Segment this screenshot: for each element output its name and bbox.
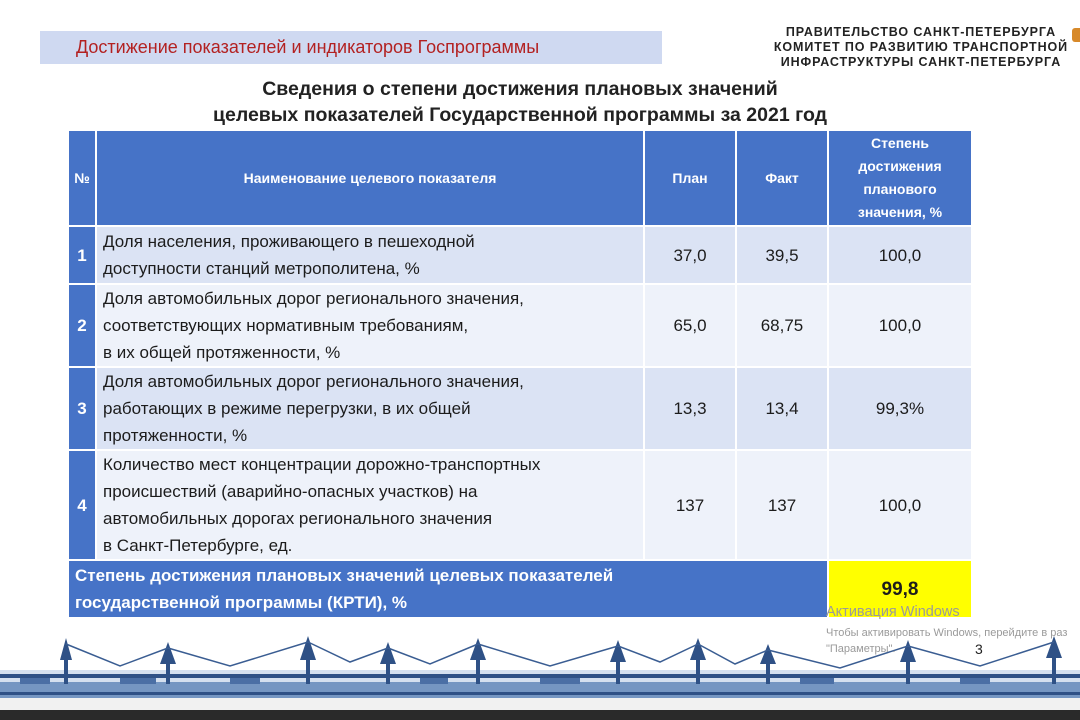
header-num: № <box>68 130 96 226</box>
header-degree-line: значения, % <box>857 204 943 220</box>
page-title <box>0 76 1040 128</box>
plan-value: 37,0 <box>644 226 736 284</box>
row-number: 4 <box>68 450 96 560</box>
indicator-name-line: происшествий (аварийно-опасных участков) на <box>103 482 478 501</box>
logo-fragment-icon <box>1072 28 1080 42</box>
table-header-row <box>68 130 972 226</box>
degree-value: 100,0 <box>828 226 972 284</box>
indicator-name <box>96 367 644 450</box>
org-line-1: ПРАВИТЕЛЬСТВО САНКТ-ПЕТЕРБУРГА <box>785 25 1057 39</box>
plan-value: 137 <box>644 450 736 560</box>
degree-value: 100,0 <box>828 284 972 367</box>
watermark-title: Активация Windows <box>826 604 960 620</box>
header-degree-line: Степень <box>870 135 930 151</box>
indicator-name-line: в их общей протяженности, % <box>103 343 341 362</box>
title-line-1: Сведения о степени достижения плановых значений <box>262 78 778 100</box>
windows-activation-watermark <box>826 603 1067 657</box>
indicator-name <box>96 226 644 284</box>
row-number: 3 <box>68 367 96 450</box>
title-line-2: целевых показателей Государственной программы за 2021 год <box>212 104 827 126</box>
fact-value: 68,75 <box>736 284 828 367</box>
row-number: 2 <box>68 284 96 367</box>
header-fact: Факт <box>736 130 828 226</box>
section-banner <box>40 31 662 64</box>
org-line-3: ИНФРАСТРУКТУРЫ САНКТ-ПЕТЕРБУРГА <box>780 55 1062 69</box>
page-number: 3 <box>975 641 983 657</box>
total-value: 99,8 <box>828 560 972 618</box>
fact-value: 13,4 <box>736 367 828 450</box>
header-degree-line: планового <box>863 181 937 197</box>
plan-value: 65,0 <box>644 284 736 367</box>
indicator-name-line: протяженности, % <box>103 426 248 445</box>
header-degree-line: достижения <box>858 158 942 174</box>
table-row <box>68 226 972 284</box>
header-degree <box>828 130 972 226</box>
section-title: Достижение показателей и индикаторов Госпрограммы <box>76 37 540 57</box>
org-line-2: КОМИТЕТ ПО РАЗВИТИЮ ТРАНСПОРТНОЙ <box>773 40 1068 54</box>
header-name: Наименование целевого показателя <box>96 130 644 226</box>
fact-value: 39,5 <box>736 226 828 284</box>
indicator-name <box>96 450 644 560</box>
indicator-name <box>96 284 644 367</box>
total-label-line: Степень достижения плановых значений целевых показателей <box>75 566 614 585</box>
table-row <box>68 450 972 560</box>
degree-value: 99,3% <box>828 367 972 450</box>
indicator-name-line: Количество мест концентрации дорожно-транспортных <box>103 455 541 474</box>
fact-value: 137 <box>736 450 828 560</box>
table-row <box>68 284 972 367</box>
row-number: 1 <box>68 226 96 284</box>
indicator-name-line: Доля автомобильных дорог регионального значения, <box>103 289 524 308</box>
indicator-name-line: работающих в режиме перегрузки, в их общей <box>103 399 471 418</box>
indicator-name-line: в Санкт-Петербурге, ед. <box>103 536 293 555</box>
watermark-text: Чтобы активировать Windows, перейдите в раз <box>826 627 1068 639</box>
total-label-line: государственной программы (КРТИ), % <box>75 593 408 612</box>
indicators-table <box>67 129 973 619</box>
organization-name <box>774 25 1068 70</box>
plan-value: 13,3 <box>644 367 736 450</box>
degree-value: 100,0 <box>828 450 972 560</box>
indicator-name-line: Доля населения, проживающего в пешеходной <box>103 232 475 251</box>
header-plan: План <box>644 130 736 226</box>
total-label <box>68 560 828 618</box>
table-row <box>68 367 972 450</box>
indicator-name-line: доступности станций метрополитена, % <box>103 259 420 278</box>
indicator-name-line: автомобильных дорогах регионального значения <box>103 509 493 528</box>
watermark-text: "Параметры". <box>826 643 896 655</box>
indicator-name-line: соответствующих нормативным требованиям, <box>103 316 469 335</box>
indicator-name-line: Доля автомобильных дорог регионального значения, <box>103 372 524 391</box>
